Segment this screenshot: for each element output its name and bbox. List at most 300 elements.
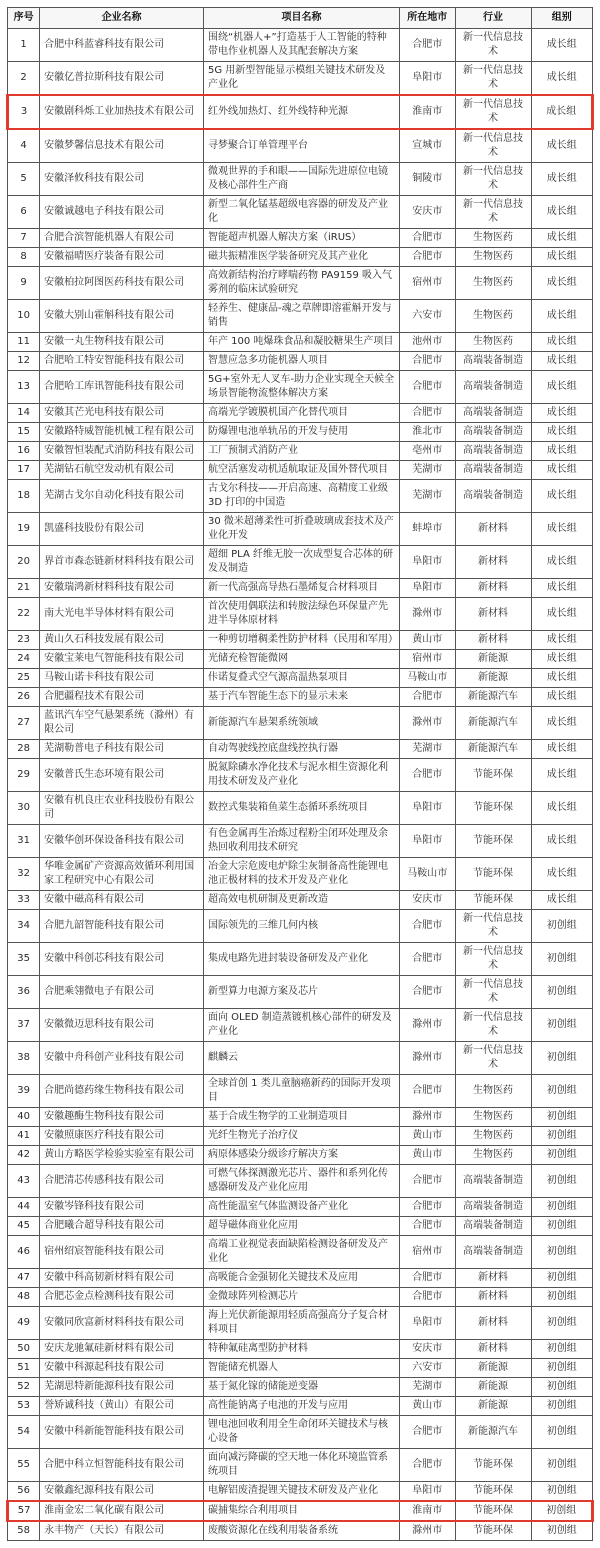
cell-industry: 新一代信息技术 xyxy=(455,943,531,976)
table-row xyxy=(8,1009,593,1042)
table-row xyxy=(8,740,593,759)
cell-industry: 新材料 xyxy=(455,631,531,650)
cell-project: 基于氮化镓的储能逆变器 xyxy=(203,1378,399,1397)
cell-company: 合肥曦合超导科技有限公司 xyxy=(40,1217,204,1236)
cell-group: 成长组 xyxy=(531,792,592,825)
cell-industry: 高端装备制造 xyxy=(455,371,531,404)
cell-group: 初创组 xyxy=(531,1449,592,1482)
table-row xyxy=(8,404,593,423)
table-row xyxy=(8,1397,593,1416)
table-row xyxy=(8,1521,593,1541)
cell-city: 阜阳市 xyxy=(399,792,455,825)
cell-group: 成长组 xyxy=(531,858,592,891)
cell-project: 佧诺复叠式空气源高温热泵项目 xyxy=(203,669,399,688)
cell-city: 马鞍山市 xyxy=(399,669,455,688)
cell-no: 33 xyxy=(8,891,40,910)
cell-industry: 新一代信息技术 xyxy=(455,62,531,96)
cell-no: 45 xyxy=(8,1217,40,1236)
table-row xyxy=(8,423,593,442)
cell-group: 初创组 xyxy=(531,1198,592,1217)
cell-no: 31 xyxy=(8,825,40,858)
cell-group: 成长组 xyxy=(531,163,592,196)
cell-no: 53 xyxy=(8,1397,40,1416)
cell-company: 安徽中科创芯科技有限公司 xyxy=(40,943,204,976)
cell-group: 初创组 xyxy=(531,1521,592,1541)
cell-project: 海上光伏新能源用轻质高强高分子复合材料项目 xyxy=(203,1307,399,1340)
table-row xyxy=(8,688,593,707)
cell-industry: 新一代信息技术 xyxy=(455,976,531,1009)
cell-group: 初创组 xyxy=(531,1236,592,1269)
cell-company: 安徽福晴医疗装备有限公司 xyxy=(40,248,204,267)
cell-company: 合肥乘翎微电子有限公司 xyxy=(40,976,204,1009)
cell-city: 马鞍山市 xyxy=(399,858,455,891)
table-row xyxy=(8,300,593,333)
cell-industry: 高端装备制造 xyxy=(455,1198,531,1217)
cell-group: 成长组 xyxy=(531,95,592,129)
cell-city: 滁州市 xyxy=(399,598,455,631)
cell-group: 成长组 xyxy=(531,480,592,513)
cell-industry: 高端装备制造 xyxy=(455,404,531,423)
cell-project: 废酸资源化在线利用装备系统 xyxy=(203,1521,399,1541)
cell-group: 成长组 xyxy=(531,62,592,96)
cell-no: 50 xyxy=(8,1340,40,1359)
cell-project: 首次使用偶联法和转胺法绿色环保量产先进半导体原材料 xyxy=(203,598,399,631)
cell-company: 合肥芯金点检测科技有限公司 xyxy=(40,1288,204,1307)
cell-industry: 节能环保 xyxy=(455,1482,531,1502)
cell-company: 合肥九韶智能科技有限公司 xyxy=(40,910,204,943)
cell-project: 超导磁体商业化应用 xyxy=(203,1217,399,1236)
table-row xyxy=(8,513,593,546)
cell-project: 全球首创 1 类儿童脑癌新药的国际开发项目 xyxy=(203,1075,399,1108)
cell-industry: 新一代信息技术 xyxy=(455,163,531,196)
cell-company: 合肥清芯传感科技有限公司 xyxy=(40,1165,204,1198)
cell-company: 芜湖古戈尔自动化科技有限公司 xyxy=(40,480,204,513)
header-cell-no: 序号 xyxy=(8,8,40,29)
cell-project: 一种剪切增稠柔性防护材料（民用和军用） xyxy=(203,631,399,650)
cell-group: 成长组 xyxy=(531,707,592,740)
cell-industry: 生物医药 xyxy=(455,1108,531,1127)
cell-city: 合肥市 xyxy=(399,248,455,267)
cell-group: 初创组 xyxy=(531,1397,592,1416)
table-row xyxy=(8,480,593,513)
cell-project: 面向减污降碳的空天地一体化环境监管系统项目 xyxy=(203,1449,399,1482)
cell-no: 6 xyxy=(8,196,40,229)
table-row xyxy=(8,333,593,352)
cell-industry: 新能源 xyxy=(455,1359,531,1378)
cell-project: 自动驾驶线控底盘线控执行器 xyxy=(203,740,399,759)
cell-industry: 新能源 xyxy=(455,650,531,669)
cell-project: 30 微米超薄柔性可折叠玻璃成套技术及产业化开发 xyxy=(203,513,399,546)
table-row xyxy=(8,1236,593,1269)
table-row xyxy=(8,1165,593,1198)
cell-company: 安徽华创环保设备科技有限公司 xyxy=(40,825,204,858)
cell-project: 航空活塞发动机适航取证及国外替代项目 xyxy=(203,461,399,480)
cell-city: 合肥市 xyxy=(399,229,455,248)
cell-company: 安徽趣酶生物科技有限公司 xyxy=(40,1108,204,1127)
cell-city: 宿州市 xyxy=(399,1236,455,1269)
cell-company: 合肥中科立恒智能科技有限公司 xyxy=(40,1449,204,1482)
cell-city: 芜湖市 xyxy=(399,1378,455,1397)
table-row-highlighted xyxy=(8,1501,593,1521)
table-row xyxy=(8,352,593,371)
cell-industry: 新能源 xyxy=(455,1397,531,1416)
cell-group: 成长组 xyxy=(531,129,592,163)
cell-no: 10 xyxy=(8,300,40,333)
table-row xyxy=(8,62,593,96)
cell-company: 安徽柏拉阿图医药科技有限公司 xyxy=(40,267,204,300)
cell-city: 合肥市 xyxy=(399,371,455,404)
table-row xyxy=(8,1198,593,1217)
cell-group: 成长组 xyxy=(531,442,592,461)
cell-company: 黄山方略医学检验实验室有限公司 xyxy=(40,1146,204,1165)
table-row xyxy=(8,248,593,267)
cell-company: 安徽有机良庄农业科技股份有限公司 xyxy=(40,792,204,825)
cell-project: 集成电路先进封装设备研发及产业化 xyxy=(203,943,399,976)
cell-no: 39 xyxy=(8,1075,40,1108)
cell-industry: 新能源汽车 xyxy=(455,740,531,759)
cell-company: 合肥合滨智能机器人有限公司 xyxy=(40,229,204,248)
cell-no: 41 xyxy=(8,1127,40,1146)
cell-company: 安徽诚越电子科技有限公司 xyxy=(40,196,204,229)
cell-group: 初创组 xyxy=(531,1416,592,1449)
cell-project: 特种氟硅离型防护材料 xyxy=(203,1340,399,1359)
cell-project: 寻梦聚合订单管理平台 xyxy=(203,129,399,163)
cell-company: 芜湖勒普电子科技有限公司 xyxy=(40,740,204,759)
cell-industry: 新能源 xyxy=(455,1378,531,1397)
table-row xyxy=(8,371,593,404)
cell-group: 初创组 xyxy=(531,1042,592,1075)
table-row xyxy=(8,598,593,631)
cell-group: 成长组 xyxy=(531,267,592,300)
cell-group: 初创组 xyxy=(531,943,592,976)
table-row xyxy=(8,825,593,858)
cell-city: 安庆市 xyxy=(399,891,455,910)
cell-company: 凯盛科技股份有限公司 xyxy=(40,513,204,546)
header-cell-industry: 行业 xyxy=(455,8,531,29)
table-row xyxy=(8,1146,593,1165)
cell-project: 高效新结构治疗哮喘药物 PA9159 吸入气雾剂的临床试验研究 xyxy=(203,267,399,300)
table-row xyxy=(8,669,593,688)
cell-company: 芜湖钻石航空发动机有限公司 xyxy=(40,461,204,480)
cell-industry: 新一代信息技术 xyxy=(455,95,531,129)
cell-project: 新型算力电源方案及芯片 xyxy=(203,976,399,1009)
cell-group: 成长组 xyxy=(531,740,592,759)
cell-company: 安徽智恒装配式消防科技有限公司 xyxy=(40,442,204,461)
cell-city: 铜陵市 xyxy=(399,163,455,196)
cell-industry: 高端装备制造 xyxy=(455,423,531,442)
cell-no: 32 xyxy=(8,858,40,891)
table-row xyxy=(8,759,593,792)
cell-no: 28 xyxy=(8,740,40,759)
cell-project: 光储充检智能微网 xyxy=(203,650,399,669)
cell-company: 安徽亿普拉斯科技有限公司 xyxy=(40,62,204,96)
cell-project: 智慧应急多功能机器人项目 xyxy=(203,352,399,371)
cell-group: 初创组 xyxy=(531,1217,592,1236)
cell-no: 51 xyxy=(8,1359,40,1378)
cell-city: 安庆市 xyxy=(399,1340,455,1359)
cell-company: 淮南金宏二氧化碳有限公司 xyxy=(40,1501,204,1521)
cell-group: 初创组 xyxy=(531,1288,592,1307)
cell-no: 38 xyxy=(8,1042,40,1075)
cell-city: 合肥市 xyxy=(399,688,455,707)
header-cell-project: 项目名称 xyxy=(203,8,399,29)
table-row xyxy=(8,1269,593,1288)
cell-industry: 生物医药 xyxy=(455,300,531,333)
cell-city: 黄山市 xyxy=(399,631,455,650)
cell-no: 29 xyxy=(8,759,40,792)
table-row xyxy=(8,1288,593,1307)
cell-project: 年产 100 吨爆珠食品和凝胶糖果生产项目 xyxy=(203,333,399,352)
cell-no: 19 xyxy=(8,513,40,546)
cell-industry: 新材料 xyxy=(455,1340,531,1359)
cell-company: 安徽岑锋科技有限公司 xyxy=(40,1198,204,1217)
cell-city: 合肥市 xyxy=(399,1165,455,1198)
cell-project: 金微球阵列检测芯片 xyxy=(203,1288,399,1307)
cell-city: 淮北市 xyxy=(399,423,455,442)
cell-no: 46 xyxy=(8,1236,40,1269)
cell-group: 成长组 xyxy=(531,371,592,404)
cell-group: 初创组 xyxy=(531,1501,592,1521)
cell-project: 微观世界的手和眼——国际先进原位电镜及核心部件生产商 xyxy=(203,163,399,196)
cell-company: 安徽微迈思科技有限公司 xyxy=(40,1009,204,1042)
cell-no: 43 xyxy=(8,1165,40,1198)
cell-city: 六安市 xyxy=(399,1359,455,1378)
cell-city: 合肥市 xyxy=(399,1416,455,1449)
cell-company: 永丰物产（天长）有限公司 xyxy=(40,1521,204,1541)
cell-project: 5G+室外无人叉车-助力企业实现全天候全场景智能物流整体解决方案 xyxy=(203,371,399,404)
cell-company: 合肥疆程技术有限公司 xyxy=(40,688,204,707)
cell-company: 华唯金属矿产资源高效循环利用国家工程研究中心有限公司 xyxy=(40,858,204,891)
cell-project: 高性能温室气体监测设备产业化 xyxy=(203,1198,399,1217)
cell-industry: 生物医药 xyxy=(455,248,531,267)
cell-no: 16 xyxy=(8,442,40,461)
table-row xyxy=(8,1378,593,1397)
cell-no: 13 xyxy=(8,371,40,404)
cell-company: 合肥哈工库讯智能科技有限公司 xyxy=(40,371,204,404)
cell-company: 合肥中科蓝睿科技有限公司 xyxy=(40,29,204,62)
cell-group: 初创组 xyxy=(531,1269,592,1288)
table-row xyxy=(8,1075,593,1108)
cell-group: 成长组 xyxy=(531,333,592,352)
cell-city: 合肥市 xyxy=(399,1288,455,1307)
cell-industry: 新能源汽车 xyxy=(455,1416,531,1449)
cell-no: 22 xyxy=(8,598,40,631)
cell-industry: 新一代信息技术 xyxy=(455,910,531,943)
cell-no: 58 xyxy=(8,1521,40,1541)
cell-company: 安徽鑫纪源科技有限公司 xyxy=(40,1482,204,1502)
cell-industry: 新能源 xyxy=(455,669,531,688)
cell-no: 35 xyxy=(8,943,40,976)
cell-project: 智能超声机器人解决方案（iRUS） xyxy=(203,229,399,248)
cell-group: 初创组 xyxy=(531,1482,592,1502)
cell-group: 成长组 xyxy=(531,352,592,371)
cell-industry: 节能环保 xyxy=(455,891,531,910)
cell-city: 合肥市 xyxy=(399,1198,455,1217)
cell-city: 合肥市 xyxy=(399,1217,455,1236)
cell-city: 合肥市 xyxy=(399,29,455,62)
cell-project: 锂电池回收利用全生命闭环关键技术与核心设备 xyxy=(203,1416,399,1449)
cell-company: 安徽剧科烁工业加热技术有限公司 xyxy=(40,95,204,129)
cell-project: 高端光学镀膜机国产化替代项目 xyxy=(203,404,399,423)
table-row xyxy=(8,650,593,669)
cell-industry: 高端装备制造 xyxy=(455,1217,531,1236)
cell-city: 滁州市 xyxy=(399,1009,455,1042)
cell-group: 初创组 xyxy=(531,1165,592,1198)
cell-no: 5 xyxy=(8,163,40,196)
cell-project: 数控式集装箱鱼菜生态循环系统项目 xyxy=(203,792,399,825)
cell-project: 红外线加热灯、红外线特种光源 xyxy=(203,95,399,129)
cell-industry: 高端装备制造 xyxy=(455,1165,531,1198)
cell-industry: 生物医药 xyxy=(455,267,531,300)
cell-group: 初创组 xyxy=(531,1108,592,1127)
cell-project: 轻养生、健康品-魂之草牌即溶霍斛开发与销售 xyxy=(203,300,399,333)
cell-group: 成长组 xyxy=(531,513,592,546)
cell-industry: 新材料 xyxy=(455,579,531,598)
cell-group: 成长组 xyxy=(531,248,592,267)
cell-group: 成长组 xyxy=(531,650,592,669)
cell-no: 25 xyxy=(8,669,40,688)
cell-project: 工厂预制式消防产业 xyxy=(203,442,399,461)
cell-group: 初创组 xyxy=(531,1359,592,1378)
cell-project: 基于汽车智能生态下的显示未来 xyxy=(203,688,399,707)
cell-project: 新一代高强高导热石墨烯复合材料项目 xyxy=(203,579,399,598)
cell-city: 芜湖市 xyxy=(399,740,455,759)
cell-no: 12 xyxy=(8,352,40,371)
cell-group: 初创组 xyxy=(531,1307,592,1340)
table-row xyxy=(8,129,593,163)
table-row xyxy=(8,546,593,579)
cell-city: 池州市 xyxy=(399,333,455,352)
cell-project: 高吸能合金强韧化关键技术及应用 xyxy=(203,1269,399,1288)
cell-company: 安徽一丸生物科技有限公司 xyxy=(40,333,204,352)
cell-no: 36 xyxy=(8,976,40,1009)
cell-no: 7 xyxy=(8,229,40,248)
cell-company: 宿州绍宸智能科技有限公司 xyxy=(40,1236,204,1269)
cell-industry: 高端装备制造 xyxy=(455,1236,531,1269)
table-row xyxy=(8,461,593,480)
cell-group: 初创组 xyxy=(531,1146,592,1165)
cell-industry: 高端装备制造 xyxy=(455,442,531,461)
cell-company: 安徽普氏生态环境有限公司 xyxy=(40,759,204,792)
cell-company: 安徽路特威智能机械工程有限公司 xyxy=(40,423,204,442)
cell-company: 合肥尚德药缘生物科技有限公司 xyxy=(40,1075,204,1108)
cell-project: 智能储充机器人 xyxy=(203,1359,399,1378)
cell-group: 成长组 xyxy=(531,579,592,598)
cell-no: 37 xyxy=(8,1009,40,1042)
table-row xyxy=(8,707,593,740)
cell-project: 高端工业视觉表面缺陷检测设备研发及产业化 xyxy=(203,1236,399,1269)
cell-city: 合肥市 xyxy=(399,1449,455,1482)
cell-company: 安徽中磁高科有限公司 xyxy=(40,891,204,910)
table-row xyxy=(8,267,593,300)
cell-industry: 节能环保 xyxy=(455,792,531,825)
table-row xyxy=(8,631,593,650)
cell-city: 黄山市 xyxy=(399,1397,455,1416)
cell-group: 成长组 xyxy=(531,669,592,688)
cell-company: 芜湖思特新能源科技有限公司 xyxy=(40,1378,204,1397)
cell-city: 合肥市 xyxy=(399,910,455,943)
cell-no: 20 xyxy=(8,546,40,579)
cell-industry: 生物医药 xyxy=(455,229,531,248)
cell-no: 15 xyxy=(8,423,40,442)
cell-industry: 新能源汽车 xyxy=(455,688,531,707)
cell-project: 电解铝废渣提锂关键技术研发及产业化 xyxy=(203,1482,399,1502)
cell-project: 冶金大宗危废电炉除尘灰制备高性能锂电池正极材料的技术开发及产业化 xyxy=(203,858,399,891)
cell-group: 成长组 xyxy=(531,825,592,858)
cell-group: 初创组 xyxy=(531,1009,592,1042)
cell-industry: 新材料 xyxy=(455,598,531,631)
table-row xyxy=(8,1127,593,1146)
cell-city: 安庆市 xyxy=(399,196,455,229)
cell-industry: 新一代信息技术 xyxy=(455,129,531,163)
cell-group: 初创组 xyxy=(531,910,592,943)
cell-no: 4 xyxy=(8,129,40,163)
cell-project: 碳捕集综合利用项目 xyxy=(203,1501,399,1521)
cell-project: 脱氮除磷水净化技术与泥水相生资源化利用技术研发及产业化 xyxy=(203,759,399,792)
cell-city: 蚌埠市 xyxy=(399,513,455,546)
cell-no: 11 xyxy=(8,333,40,352)
table-row xyxy=(8,1416,593,1449)
cell-project: 新型二氧化锰基超级电容器的研发及产业化 xyxy=(203,196,399,229)
cell-city: 滁州市 xyxy=(399,1108,455,1127)
table-row xyxy=(8,858,593,891)
table-row xyxy=(8,163,593,196)
cell-group: 成长组 xyxy=(531,631,592,650)
cell-no: 2 xyxy=(8,62,40,96)
cell-group: 成长组 xyxy=(531,759,592,792)
cell-group: 成长组 xyxy=(531,423,592,442)
cell-company: 安徽中舟科创产业科技有限公司 xyxy=(40,1042,204,1075)
cell-no: 24 xyxy=(8,650,40,669)
cell-no: 57 xyxy=(8,1501,40,1521)
cell-project: 新能源汽车悬架系统领域 xyxy=(203,707,399,740)
cell-industry: 节能环保 xyxy=(455,858,531,891)
cell-project: 围绕“机器人+”打造基于人工智能的特种带电作业机器人及其配套解决方案 xyxy=(203,29,399,62)
cell-no: 14 xyxy=(8,404,40,423)
cell-no: 49 xyxy=(8,1307,40,1340)
cell-city: 六安市 xyxy=(399,300,455,333)
cell-industry: 新材料 xyxy=(455,513,531,546)
cell-company: 安徽中科新能智能科技有限公司 xyxy=(40,1416,204,1449)
cell-project: 防爆锂电池单轨吊的开发与使用 xyxy=(203,423,399,442)
cell-company: 安徽同欣富新材料科技有限公司 xyxy=(40,1307,204,1340)
table-row xyxy=(8,910,593,943)
cell-industry: 新一代信息技术 xyxy=(455,29,531,62)
cell-project: 麒麟云 xyxy=(203,1042,399,1075)
cell-no: 8 xyxy=(8,248,40,267)
cell-project: 超高效电机研制及更新改造 xyxy=(203,891,399,910)
cell-no: 34 xyxy=(8,910,40,943)
cell-industry: 新材料 xyxy=(455,1269,531,1288)
cell-industry: 生物医药 xyxy=(455,1127,531,1146)
cell-industry: 高端装备制造 xyxy=(455,480,531,513)
cell-company: 安徽中科高韧新材料有限公司 xyxy=(40,1269,204,1288)
cell-no: 44 xyxy=(8,1198,40,1217)
cell-industry: 节能环保 xyxy=(455,825,531,858)
cell-company: 安徽其芒光电科技有限公司 xyxy=(40,404,204,423)
cell-city: 合肥市 xyxy=(399,943,455,976)
cell-group: 成长组 xyxy=(531,300,592,333)
cell-company: 安徽照康医疗科技有限公司 xyxy=(40,1127,204,1146)
cell-city: 滁州市 xyxy=(399,1042,455,1075)
cell-company: 安徽瑞鸿新材料科技有限公司 xyxy=(40,579,204,598)
cell-industry: 高端装备制造 xyxy=(455,461,531,480)
cell-no: 17 xyxy=(8,461,40,480)
cell-group: 成长组 xyxy=(531,598,592,631)
cell-no: 9 xyxy=(8,267,40,300)
cell-no: 56 xyxy=(8,1482,40,1502)
cell-company: 黄山久石科技发展有限公司 xyxy=(40,631,204,650)
